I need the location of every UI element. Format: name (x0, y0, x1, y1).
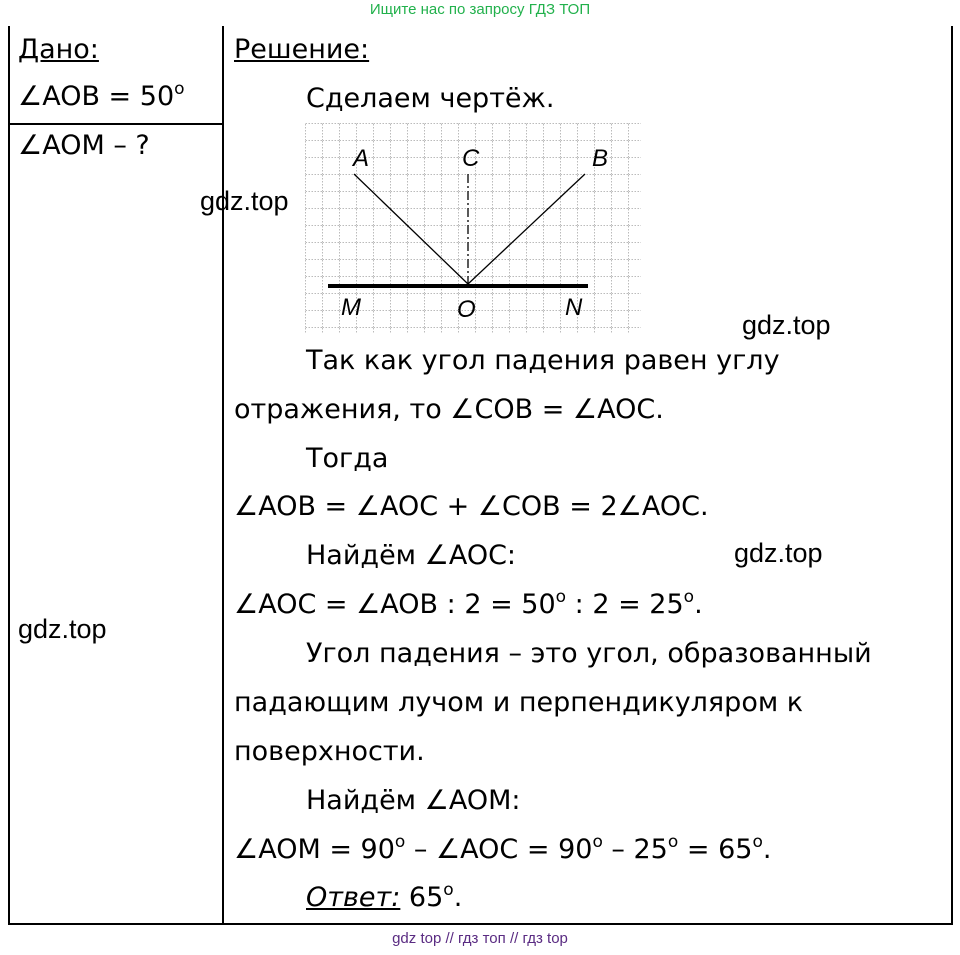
watermark: gdz.top (18, 614, 107, 644)
given-divider (8, 123, 223, 125)
label-N: N (565, 294, 583, 321)
solution-line-2a: Так как угол падения равен углу (306, 345, 780, 376)
watermark: gdz.top (734, 538, 823, 568)
footer-link[interactable]: gdz top (392, 930, 442, 947)
footer-link[interactable]: гдз топ (458, 930, 506, 947)
footer-separator: // (445, 930, 454, 947)
table-left-border (8, 26, 10, 924)
label-O: O (457, 296, 476, 323)
solution-line-6: ∠AOC = ∠AOB : $2 = 50^o$ : $2 = 25^o$. (234, 587, 703, 620)
given-title: Дано: (18, 34, 99, 65)
solution-line-5: Найдём ∠AOC: (306, 540, 517, 571)
watermark: gdz.top (200, 186, 289, 216)
solution-line-4: ∠AOB = ∠AOC + ∠COB = 2∠AOC. (234, 491, 709, 522)
solution-line-7c: поверхности. (234, 736, 425, 767)
footer-separator: // (509, 930, 519, 947)
top-banner: Ищите нас по запросу ГДЗ ТОП (369, 1, 591, 18)
solution-title: Решение: (234, 34, 370, 65)
table-right-border (951, 26, 953, 924)
solution-line-7b: падающим лучом и перпендикуляром к (234, 687, 804, 718)
label-B: B (592, 145, 609, 172)
label-M: M (341, 294, 361, 321)
solution-line-3: Тогда (306, 443, 389, 474)
table-column-divider (222, 26, 224, 924)
answer-label: Ответ: (306, 882, 401, 913)
answer-line: Ответ: 65$^o$. (306, 880, 463, 913)
table-bottom-border (8, 923, 953, 925)
solution-line-7a: Угол падения – это угол, образованный (306, 638, 872, 669)
reflection-diagram (300, 118, 645, 336)
label-C: C (462, 145, 480, 172)
solution-line-9: ∠AOM = $90^o$ – ∠AOC = $90^o - 25^o = 65^o$. (234, 832, 772, 865)
given-angle: ∠AOB = $50^o$ (18, 79, 185, 112)
footer-link[interactable]: гдз top (522, 930, 568, 947)
watermark: gdz.top (742, 310, 831, 340)
solution-line-8: Найдём ∠AOM: (306, 785, 521, 816)
label-A: A (353, 145, 370, 172)
bottom-banner (0, 930, 960, 947)
solution-line-1: Сделаем чертёж. (306, 83, 555, 114)
solution-line-2b: отражения, то ∠COB = ∠AOC. (234, 394, 664, 425)
given-find: ∠AOM – ? (18, 130, 150, 161)
